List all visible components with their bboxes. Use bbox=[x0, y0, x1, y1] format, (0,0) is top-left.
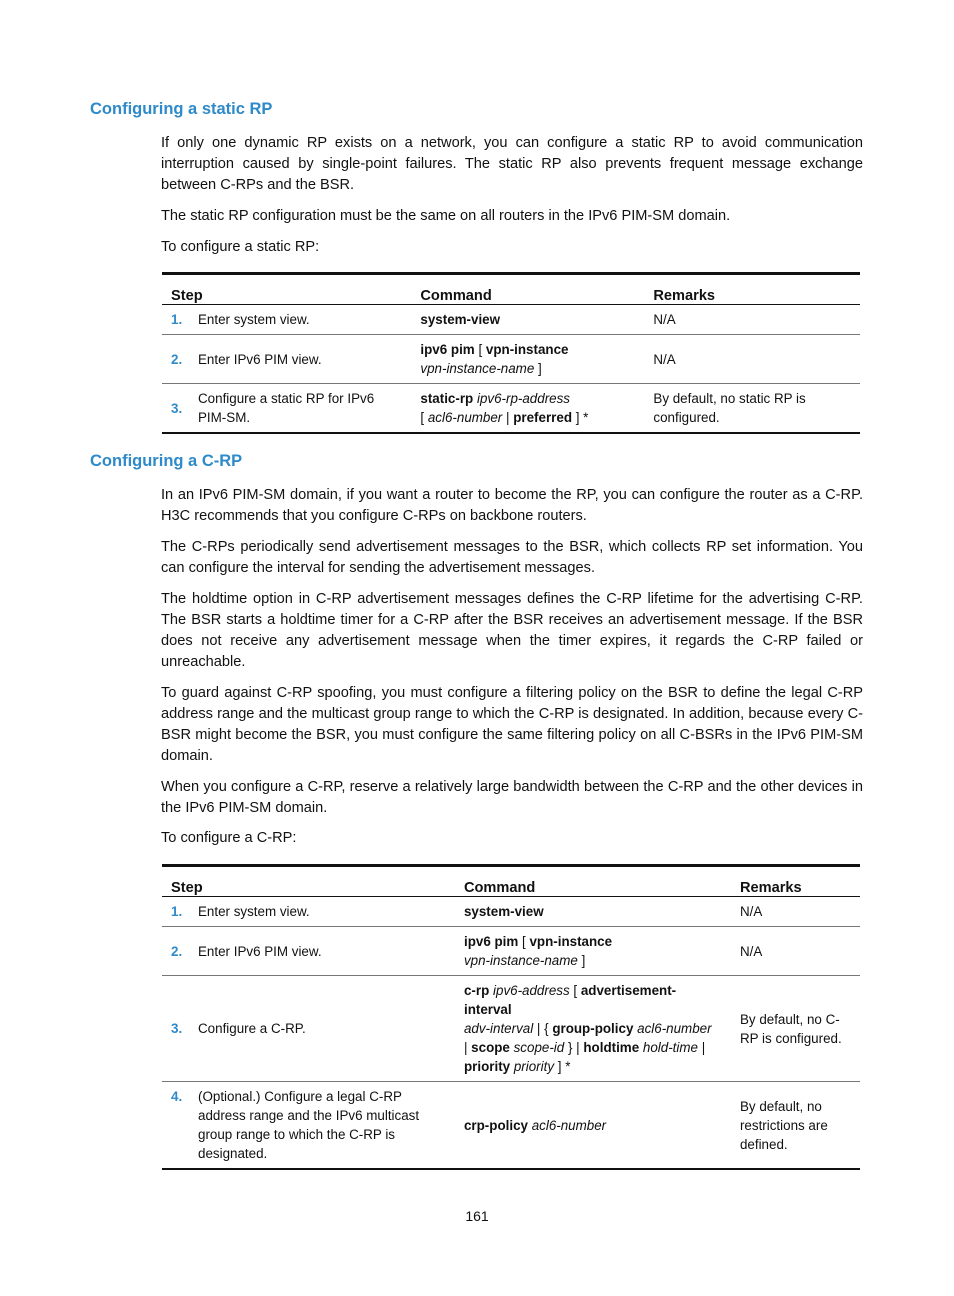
command-cell bbox=[411, 305, 644, 335]
command-syntax: [ bbox=[569, 983, 581, 998]
command-argument: acl6-number bbox=[427, 410, 503, 425]
command-keyword: ipv6 pim bbox=[420, 342, 475, 357]
command-cell bbox=[455, 927, 731, 976]
remarks-cell: N/A bbox=[644, 305, 860, 335]
step-description: Enter system view. bbox=[189, 897, 455, 927]
page-number: 161 bbox=[465, 1208, 489, 1224]
command-syntax: [ bbox=[474, 342, 486, 357]
command-keyword: system-view bbox=[420, 312, 501, 327]
command-argument: vpn-instance-name bbox=[420, 361, 535, 376]
command-syntax: | { bbox=[533, 1021, 553, 1036]
command-keyword: group-policy bbox=[552, 1021, 634, 1036]
command-syntax: ] bbox=[577, 953, 586, 968]
section-heading-c-rp: Configuring a C-RP bbox=[90, 452, 243, 470]
command-argument: ipv6-address bbox=[493, 983, 570, 998]
command-keyword: holdtime bbox=[583, 1040, 640, 1055]
command-argument: scope-id bbox=[513, 1040, 565, 1055]
command-cell bbox=[411, 335, 644, 384]
command-syntax: [ bbox=[420, 410, 428, 425]
command-syntax: | bbox=[697, 1040, 706, 1055]
c-rp-table bbox=[162, 864, 860, 1170]
paragraph: When you configure a C-RP, reserve a relatively large bandwidth between the C-RP and the other devices in the IPv6 PIM-SM domain. bbox=[161, 779, 863, 816]
column-header-step: Step bbox=[162, 274, 411, 305]
paragraph: In an IPv6 PIM-SM domain, if you want a router to become the RP, you can configure the router as a C-RP. H3C recommends that you configure C-RPs on backbone routers. bbox=[161, 487, 863, 524]
column-header-remarks: Remarks bbox=[644, 274, 860, 305]
remarks-cell: By default, no C-RP is configured. bbox=[731, 976, 860, 1082]
remarks-cell: By default, no static RP is configured. bbox=[644, 384, 860, 434]
paragraph: The static RP configuration must be the same on all routers in the IPv6 PIM-SM domain. bbox=[161, 208, 731, 224]
step-description: Configure a static RP for IPv6 PIM-SM. bbox=[189, 384, 411, 434]
paragraph: The holdtime option in C-RP advertisement messages defines the C-RP lifetime for the advertising C-RP. The BSR starts a holdtime timer for a C-RP after the BSR receives an advertisement message. If the BSR does not receive any advertisement message when the timer expires, it regards the C-RP failed or unreachable. bbox=[161, 591, 863, 670]
command-argument: priority bbox=[513, 1059, 555, 1074]
command-cell bbox=[411, 384, 644, 434]
command-keyword: static-rp bbox=[420, 391, 474, 406]
step-description: Configure a C-RP. bbox=[189, 976, 455, 1082]
table-row bbox=[162, 305, 860, 335]
table-header-row bbox=[162, 866, 860, 897]
paragraph: To configure a C-RP: bbox=[161, 830, 297, 846]
paragraph: To configure a static RP: bbox=[161, 239, 320, 255]
command-syntax: [ bbox=[518, 934, 530, 949]
command-keyword: crp-policy bbox=[463, 1117, 528, 1133]
step-description: Enter IPv6 PIM view. bbox=[189, 335, 411, 384]
command-keyword: ipv6 pim bbox=[463, 934, 519, 949]
command-keyword: scope bbox=[471, 1040, 510, 1055]
command-syntax: ] * bbox=[572, 410, 589, 425]
command-argument: ipv6-rp-address bbox=[476, 391, 570, 406]
command-syntax: } | bbox=[564, 1040, 584, 1055]
step-number: 1. bbox=[162, 305, 189, 335]
command-keyword: system-view bbox=[463, 904, 544, 919]
command-keyword: advertisement-interval bbox=[463, 983, 677, 1017]
step-description: (Optional.) Configure a legal C-RP address range and the IPv6 multicast group range to which the C-RP is designated. bbox=[189, 1082, 455, 1170]
step-description: Enter IPv6 PIM view. bbox=[189, 927, 455, 976]
table-header-row bbox=[162, 274, 860, 305]
remarks-cell: By default, no restrictions are defined. bbox=[731, 1082, 860, 1170]
column-header-command: Command bbox=[455, 866, 731, 897]
command-cell bbox=[455, 897, 731, 927]
command-syntax: ] bbox=[534, 361, 542, 376]
column-header-command: Command bbox=[411, 274, 644, 305]
table-row bbox=[162, 927, 860, 976]
command-keyword: preferred bbox=[513, 410, 572, 425]
command-cell bbox=[455, 976, 731, 1082]
table-row bbox=[162, 384, 860, 434]
command-argument: vpn-instance-name bbox=[463, 953, 578, 968]
section-heading-static-rp: Configuring a static RP bbox=[90, 100, 273, 118]
static-rp-table bbox=[162, 272, 860, 434]
paragraph: The C-RPs periodically send advertisement messages to the BSR, which collects RP set information. You can configure the interval for sending the advertisement messages. bbox=[161, 539, 863, 576]
command-keyword: c-rp bbox=[463, 983, 490, 998]
command-syntax: | bbox=[463, 1040, 472, 1055]
step-number: 2. bbox=[162, 335, 189, 384]
command-syntax: ] * bbox=[554, 1059, 571, 1074]
remarks-cell: N/A bbox=[731, 927, 860, 976]
column-header-step: Step bbox=[162, 866, 455, 897]
command-argument: hold-time bbox=[642, 1040, 698, 1055]
command-argument: acl6-number bbox=[637, 1021, 712, 1036]
command-syntax: | bbox=[502, 410, 514, 425]
remarks-cell: N/A bbox=[644, 335, 860, 384]
command-keyword: priority bbox=[463, 1059, 511, 1074]
table-row bbox=[162, 1082, 860, 1170]
step-description: Enter system view. bbox=[189, 305, 411, 335]
command-keyword: vpn-instance bbox=[529, 934, 613, 949]
paragraph: If only one dynamic RP exists on a network, you can configure a static RP to avoid communication interruption caused by single-point failures. The static RP also prevents frequent message exchange between C-RPs and the BSR. bbox=[161, 135, 863, 193]
remarks-cell: N/A bbox=[731, 897, 860, 927]
paragraph: To guard against C-RP spoofing, you must configure a filtering policy on the BSR to define the legal C-RP address range and the multicast group range to which the C-RP is designated. In addition, because every C-BSR might become the BSR, you must configure the same filtering policy on all C-BSRs in the IPv6 PIM-SM domain. bbox=[161, 685, 863, 764]
table-row bbox=[162, 897, 860, 927]
column-header-remarks: Remarks bbox=[731, 866, 860, 897]
step-number: 2. bbox=[162, 927, 189, 976]
step-number: 4. bbox=[162, 1082, 189, 1170]
table-row bbox=[162, 335, 860, 384]
step-number: 3. bbox=[162, 976, 189, 1082]
command-argument: acl6-number bbox=[531, 1117, 607, 1133]
step-number: 1. bbox=[162, 897, 189, 927]
command-cell bbox=[455, 1082, 731, 1170]
command-keyword: vpn-instance bbox=[485, 342, 569, 357]
command-argument: adv-interval bbox=[463, 1021, 534, 1036]
step-number: 3. bbox=[162, 384, 189, 434]
table-row bbox=[162, 976, 860, 1082]
